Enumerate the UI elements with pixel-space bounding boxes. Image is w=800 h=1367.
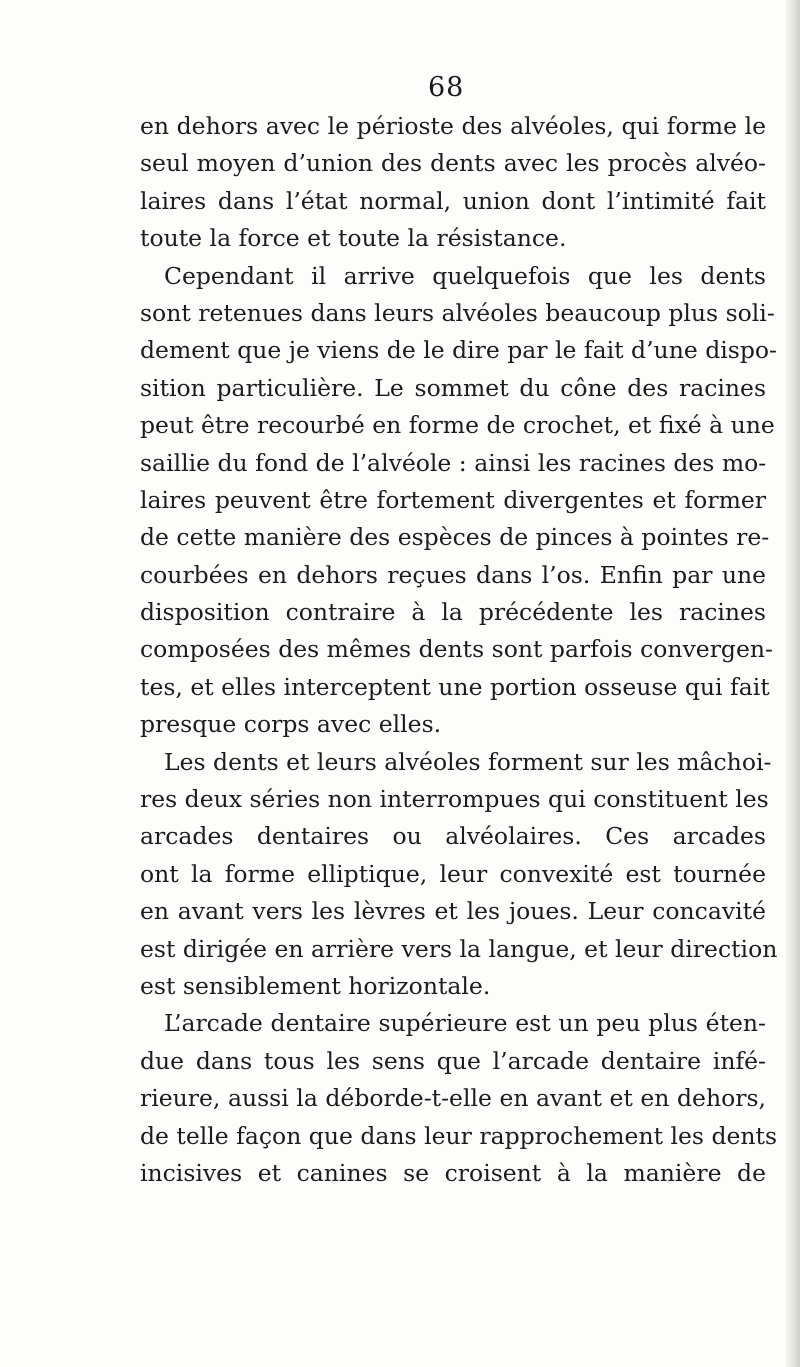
text-line: en dehors avec le périoste des alvéoles, qui forme le <box>140 112 766 140</box>
text-line: arcades dentaires ou alvéolaires. Ces arcades <box>140 822 766 851</box>
text-line: rieure, aussi la déborde-t-elle en avant et en dehors, <box>140 1084 766 1113</box>
text-line: ont la forme elliptique, leur convexité est tournée <box>140 859 766 888</box>
text-line: seul moyen d’union des dents avec les procès alvéo- <box>140 149 766 178</box>
paragraph-start-line: L’arcade dentaire supérieure est un peu plus éten- <box>164 1009 766 1038</box>
text-line: incisives et canines se croisent à la manière de <box>140 1158 766 1187</box>
text-line: disposition contraire à la précédente les racines <box>140 598 766 627</box>
text-line: laires dans l’état normal, union dont l’intimité fait <box>140 186 766 215</box>
text-line: saillie du fond de l’alvéole : ainsi les racines des mo- <box>140 448 767 477</box>
paragraph-start-line: Cependant il arrive quelquefois que les dents <box>164 261 766 290</box>
text-line: courbées en dehors reçues dans l’os. Enfin par une <box>140 560 766 589</box>
text-line: est sensiblement horizontale. <box>140 971 491 1000</box>
text-line: laires peuvent être fortement divergentes et former <box>140 485 766 514</box>
text-line: composées des mêmes dents sont parfois convergen- <box>140 635 773 664</box>
text-line: sition particulière. Le sommet du cône des racines <box>140 373 766 402</box>
text-line: de telle façon que dans leur rapprochement les dents <box>140 1121 778 1150</box>
paragraph-start-line: Les dents et leurs alvéoles forment sur les mâchoi- <box>164 747 772 776</box>
page-edge-shadow <box>786 0 800 1367</box>
text-line: peut être recourbé en forme de crochet, et fixé à une <box>140 411 775 440</box>
text-line: due dans tous les sens que l’arcade dentaire infé- <box>140 1046 766 1075</box>
page-number: 68 <box>428 72 465 103</box>
text-line: dement que je viens de le dire par le fait d’une dispo- <box>140 336 777 365</box>
body-text <box>140 108 778 1192</box>
text-line: est dirigée en arrière vers la langue, et leur direction <box>140 934 778 963</box>
text-line: presque corps avec elles. <box>140 710 442 739</box>
text-line: en avant vers les lèvres et les joues. Leur concavité <box>140 897 766 926</box>
text-line: de cette manière des espèces de pinces à pointes re- <box>140 523 770 552</box>
text-line: toute la force et toute la résistance. <box>140 224 567 253</box>
text-line: sont retenues dans leurs alvéoles beaucoup plus soli- <box>140 298 775 327</box>
text-line: tes, et elles interceptent une portion osseuse qui fait <box>140 672 770 701</box>
text-line: res deux séries non interrompues qui constituent les <box>140 785 769 814</box>
